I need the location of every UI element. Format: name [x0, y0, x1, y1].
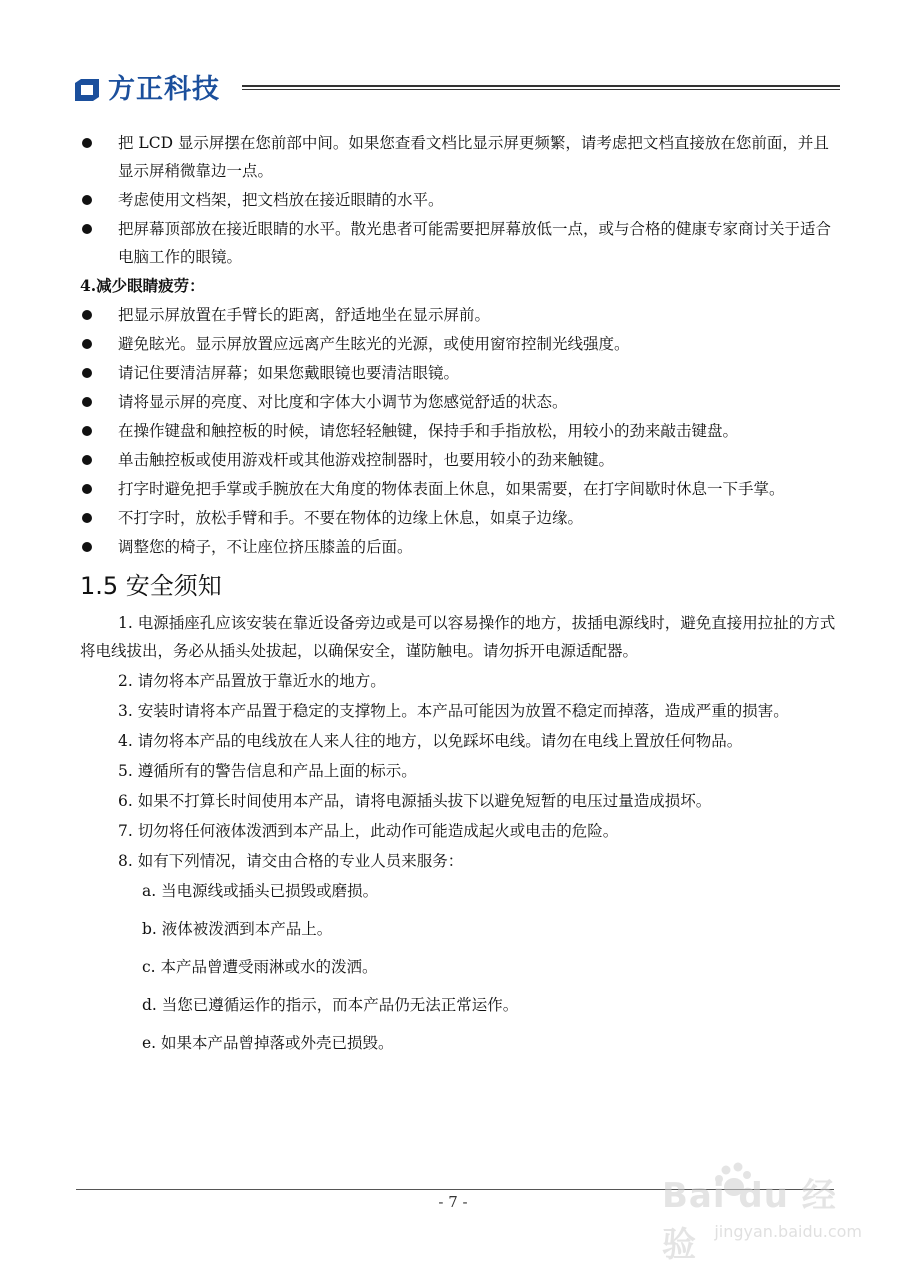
- section-title: 1.5 安全须知: [80, 572, 222, 600]
- list-item: d. 当您已遵循运作的指示，而本产品仍无法正常运作。: [142, 996, 519, 1014]
- list-item: 在操作键盘和触控板的时候，请您轻轻触键，保持手和手指放松，用较小的劲来敲击键盘。: [80, 417, 840, 445]
- founder-logo: [72, 74, 220, 106]
- safety-item: 3. 安装时请将本产品置于稳定的支撑物上。本产品可能因为放置不稳定而掉落，造成严重的损害。: [118, 702, 789, 720]
- bullet-icon: [82, 310, 92, 320]
- header-rule-thin: [242, 89, 840, 90]
- list-item: b. 液体被泼洒到本产品上。: [142, 920, 333, 938]
- subheading-eye-strain: 4.减少眼睛疲劳：: [80, 276, 205, 295]
- safety-item: 1. 电源插座孔应该安装在靠近设备旁边或是可以容易操作的地方，拔插电源线时，避免直接用拉扯的方式将电线拔出，务必从插头处拔起，以确保安全，谨防触电。请勿拆开电源适配器。: [80, 614, 836, 660]
- list-item: 打字时避免把手掌或手腕放在大角度的物体表面上休息，如果需要，在打字间歇时休息一下手掌。: [80, 475, 840, 503]
- bullet-list-eye-strain: [80, 301, 840, 561]
- bullet-icon: [82, 397, 92, 407]
- safety-item: 2. 请勿将本产品置放于靠近水的地方。: [118, 672, 386, 690]
- list-item: 考虑使用文档架，把文档放在接近眼睛的水平。: [80, 186, 840, 214]
- bullet-icon: [82, 224, 92, 234]
- service-case-list: [80, 877, 840, 1057]
- page-content: [80, 129, 840, 1067]
- safety-item: 6. 如果不打算长时间使用本产品，请将电源插头拔下以避免短暂的电压过量造成损坏。: [118, 792, 712, 810]
- list-item: 把显示屏放置在手臂长的距离，舒适地坐在显示屏前。: [80, 301, 840, 329]
- safety-item: 4. 请勿将本产品的电线放在人来人往的地方，以免踩坏电线。请勿在电线上置放任何物品。: [118, 732, 743, 750]
- watermark-logo: Bai du 经验: [662, 1176, 837, 1265]
- baidu-watermark: [662, 1160, 862, 1265]
- bullet-list-display: [80, 129, 840, 271]
- safety-item: 7. 切勿将任何液体泼洒到本产品上，此动作可能造成起火或电击的危险。: [118, 822, 619, 840]
- list-item: a. 当电源线或插头已损毁或磨损。: [142, 882, 379, 900]
- page-number: - 7 -: [438, 1193, 468, 1211]
- bullet-icon: [82, 484, 92, 494]
- list-item: 避免眩光。显示屏放置应远离产生眩光的光源，或使用窗帘控制光线强度。: [80, 330, 840, 358]
- bullet-icon: [82, 542, 92, 552]
- watermark-url: jingyan.baidu.com: [714, 1222, 862, 1241]
- bullet-icon: [82, 339, 92, 349]
- list-item: 把 LCD 显示屏摆在您前部中间。如果您查看文档比显示屏更频繁，请考虑把文档直接放在您前面，并且显示屏稍微靠边一点。: [80, 129, 840, 185]
- bullet-icon: [82, 138, 92, 148]
- founder-logo-icon: [72, 76, 102, 104]
- list-item: e. 如果本产品曾掉落或外壳已损毁。: [142, 1034, 394, 1052]
- list-item: 调整您的椅子，不让座位挤压膝盖的后面。: [80, 533, 840, 561]
- bullet-icon: [82, 426, 92, 436]
- safety-item: 8. 如有下列情况，请交由合格的专业人员来服务：: [118, 852, 464, 870]
- list-item: 把屏幕顶部放在接近眼睛的水平。散光患者可能需要把屏幕放低一点，或与合格的健康专家商讨关于适合电脑工作的眼镜。: [80, 215, 840, 271]
- bullet-icon: [82, 368, 92, 378]
- safety-item: 5. 遵循所有的警告信息和产品上面的标示。: [118, 762, 417, 780]
- bullet-icon: [82, 195, 92, 205]
- bullet-icon: [82, 513, 92, 523]
- page-header: [72, 70, 840, 110]
- list-item: c. 本产品曾遭受雨淋或水的泼洒。: [142, 958, 378, 976]
- list-item: 不打字时，放松手臂和手。不要在物体的边缘上休息，如桌子边缘。: [80, 504, 840, 532]
- header-rule: [242, 85, 840, 87]
- list-item: 单击触控板或使用游戏杆或其他游戏控制器时，也要用较小的劲来触键。: [80, 446, 840, 474]
- list-item: 请将显示屏的亮度、对比度和字体大小调节为您感觉舒适的状态。: [80, 388, 840, 416]
- brand-name: 方正科技: [108, 74, 220, 105]
- bullet-icon: [82, 455, 92, 465]
- list-item: 请记住要清洁屏幕；如果您戴眼镜也要清洁眼镜。: [80, 359, 840, 387]
